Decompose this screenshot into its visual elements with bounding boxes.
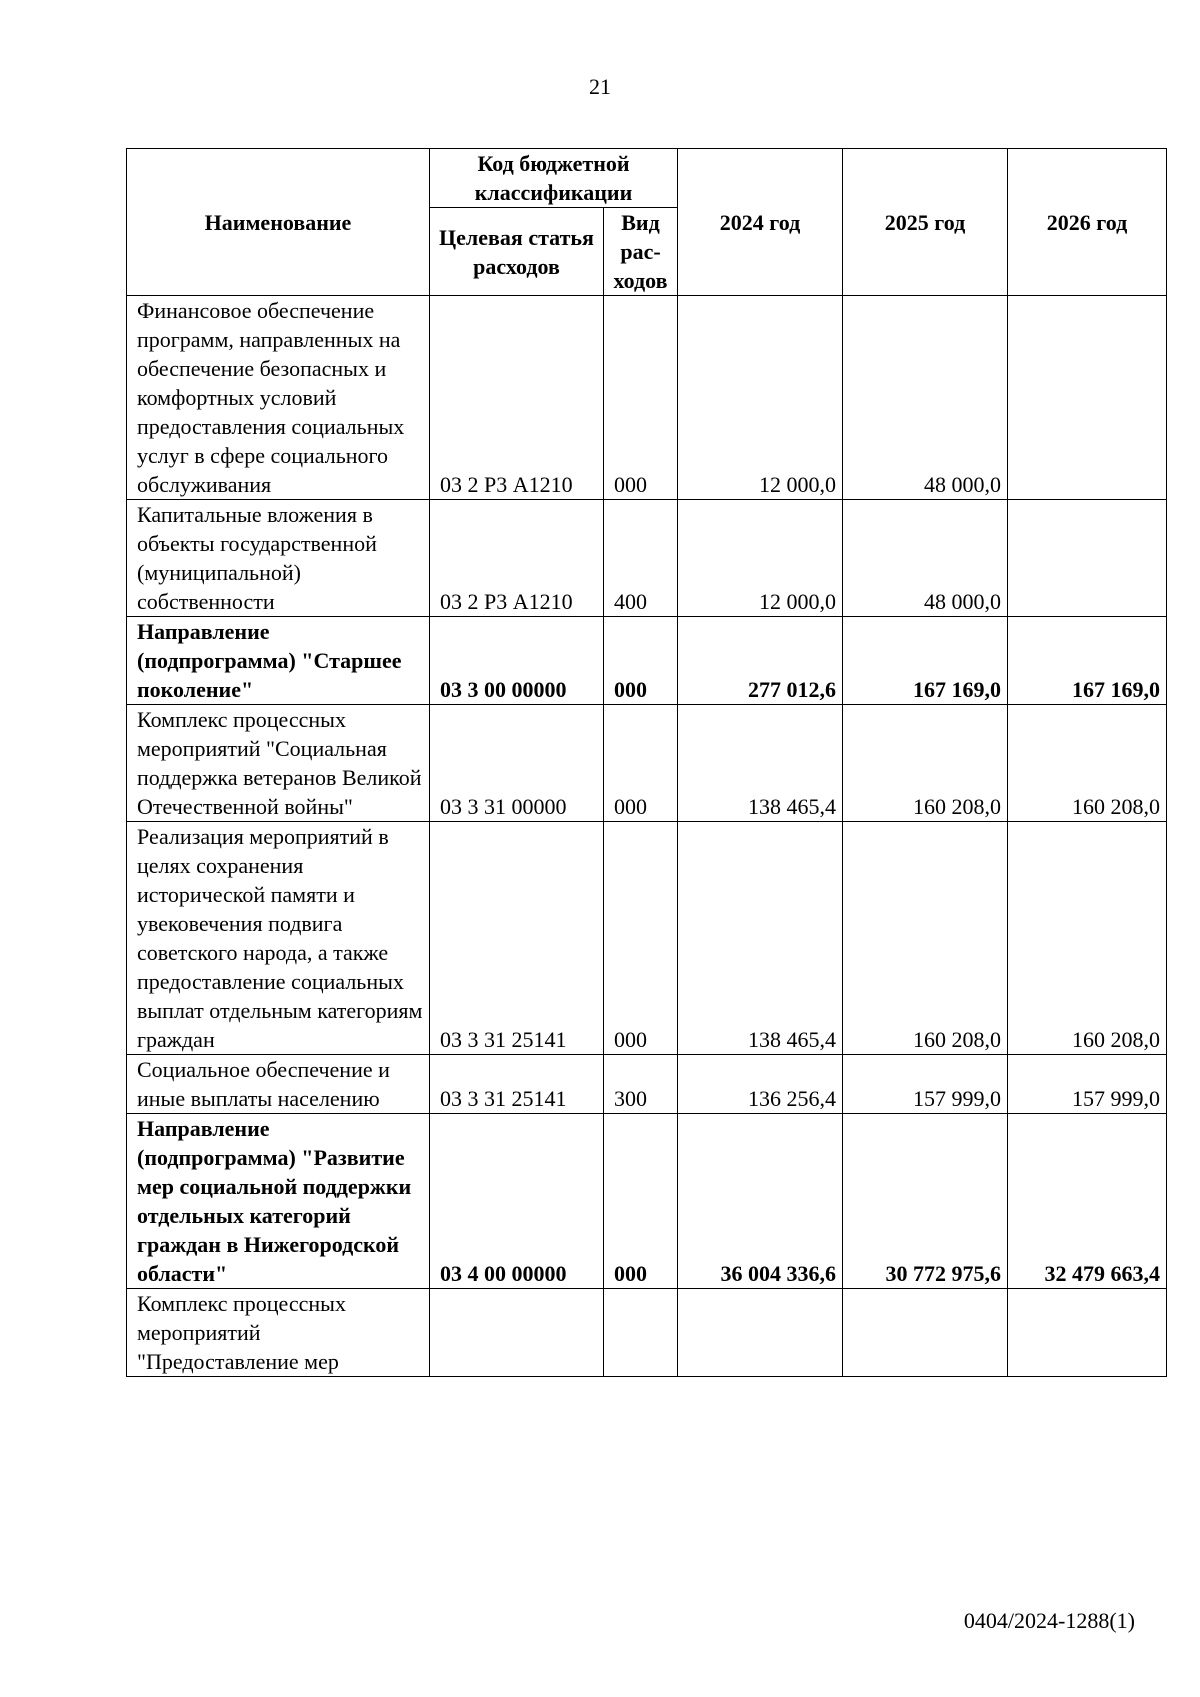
row-target-code: [430, 1289, 604, 1377]
row-target-code: 03 3 31 25141: [430, 822, 604, 1055]
row-value-2026: 32 479 663,4: [1008, 1114, 1167, 1289]
row-expense-kind: 300: [604, 1055, 678, 1114]
row-name: Комплекс процессных мероприятий "Предоставление мер: [127, 1289, 430, 1377]
row-value-2024: 12 000,0: [678, 500, 843, 617]
row-value-2024: 136 256,4: [678, 1055, 843, 1114]
row-value-2026: 157 999,0: [1008, 1055, 1167, 1114]
row-value-2025: 160 208,0: [843, 705, 1008, 822]
table-row: [127, 1055, 1167, 1114]
row-name: Направление (подпрограмма) "Старшее поколение": [127, 617, 430, 705]
row-value-2024: 138 465,4: [678, 705, 843, 822]
header-expense-kind: Вид рас-ходов: [604, 208, 678, 296]
row-value-2025: [843, 1289, 1008, 1377]
budget-table: [126, 148, 1167, 1377]
row-value-2025: 48 000,0: [843, 296, 1008, 500]
row-expense-kind: 000: [604, 822, 678, 1055]
header-2026: 2026 год: [1008, 149, 1167, 296]
row-value-2026: 167 169,0: [1008, 617, 1167, 705]
row-expense-kind: 000: [604, 1114, 678, 1289]
table-row: [127, 617, 1167, 705]
header-name: Наименование: [127, 149, 430, 296]
header-2024: 2024 год: [678, 149, 843, 296]
row-value-2025: 48 000,0: [843, 500, 1008, 617]
row-value-2025: 160 208,0: [843, 822, 1008, 1055]
header-2025: 2025 год: [843, 149, 1008, 296]
table-row: [127, 1289, 1167, 1377]
row-name: Направление (подпрограмма) "Развитие мер социальной поддержки отдельных категорий граждан в Нижегородской области": [127, 1114, 430, 1289]
row-value-2025: 157 999,0: [843, 1055, 1008, 1114]
table-row: [127, 500, 1167, 617]
row-value-2026: 160 208,0: [1008, 822, 1167, 1055]
row-target-code: 03 3 31 25141: [430, 1055, 604, 1114]
table-row: [127, 705, 1167, 822]
row-expense-kind: [604, 1289, 678, 1377]
row-value-2026: 160 208,0: [1008, 705, 1167, 822]
row-name: Реализация мероприятий в целях сохранения исторической памяти и увековечения подвига советского народа, а также предоставление социальных выплат отдельным категориям граждан: [127, 822, 430, 1055]
page-number: 21: [589, 74, 611, 99]
row-name: Комплекс процессных мероприятий "Социальная поддержка ветеранов Великой Отечественной войны": [127, 705, 430, 822]
row-value-2026: [1008, 1289, 1167, 1377]
row-target-code: 03 4 00 00000: [430, 1114, 604, 1289]
row-value-2025: 30 772 975,6: [843, 1114, 1008, 1289]
row-value-2026: [1008, 500, 1167, 617]
row-value-2024: 36 004 336,6: [678, 1114, 843, 1289]
table-header-row: [127, 149, 1167, 208]
row-target-code: 03 2 Р3 А1210: [430, 500, 604, 617]
table-row: [127, 296, 1167, 500]
row-target-code: 03 2 Р3 А1210: [430, 296, 604, 500]
row-value-2024: 277 012,6: [678, 617, 843, 705]
header-kbk: Код бюджетной классификации: [430, 149, 678, 208]
row-name: Социальное обеспечение и иные выплаты населению: [127, 1055, 430, 1114]
row-target-code: 03 3 00 00000: [430, 617, 604, 705]
header-target-article: Целевая статья расходов: [430, 208, 604, 296]
row-value-2024: 138 465,4: [678, 822, 843, 1055]
row-name: Финансовое обеспечение программ, направленных на обеспечение безопасных и комфортных условий предоставления социальных услуг в сфере социального обслуживания: [127, 296, 430, 500]
row-name: Капитальные вложения в объекты государственной (муниципальной) собственности: [127, 500, 430, 617]
row-expense-kind: 000: [604, 705, 678, 822]
document-registration-number: 0404/2024-1288(1): [963, 1608, 1135, 1633]
row-expense-kind: 000: [604, 296, 678, 500]
row-expense-kind: 400: [604, 500, 678, 617]
row-value-2026: [1008, 296, 1167, 500]
table-row: [127, 822, 1167, 1055]
table-row: [127, 1114, 1167, 1289]
row-expense-kind: 000: [604, 617, 678, 705]
row-value-2024: [678, 1289, 843, 1377]
row-target-code: 03 3 31 00000: [430, 705, 604, 822]
row-value-2024: 12 000,0: [678, 296, 843, 500]
row-value-2025: 167 169,0: [843, 617, 1008, 705]
